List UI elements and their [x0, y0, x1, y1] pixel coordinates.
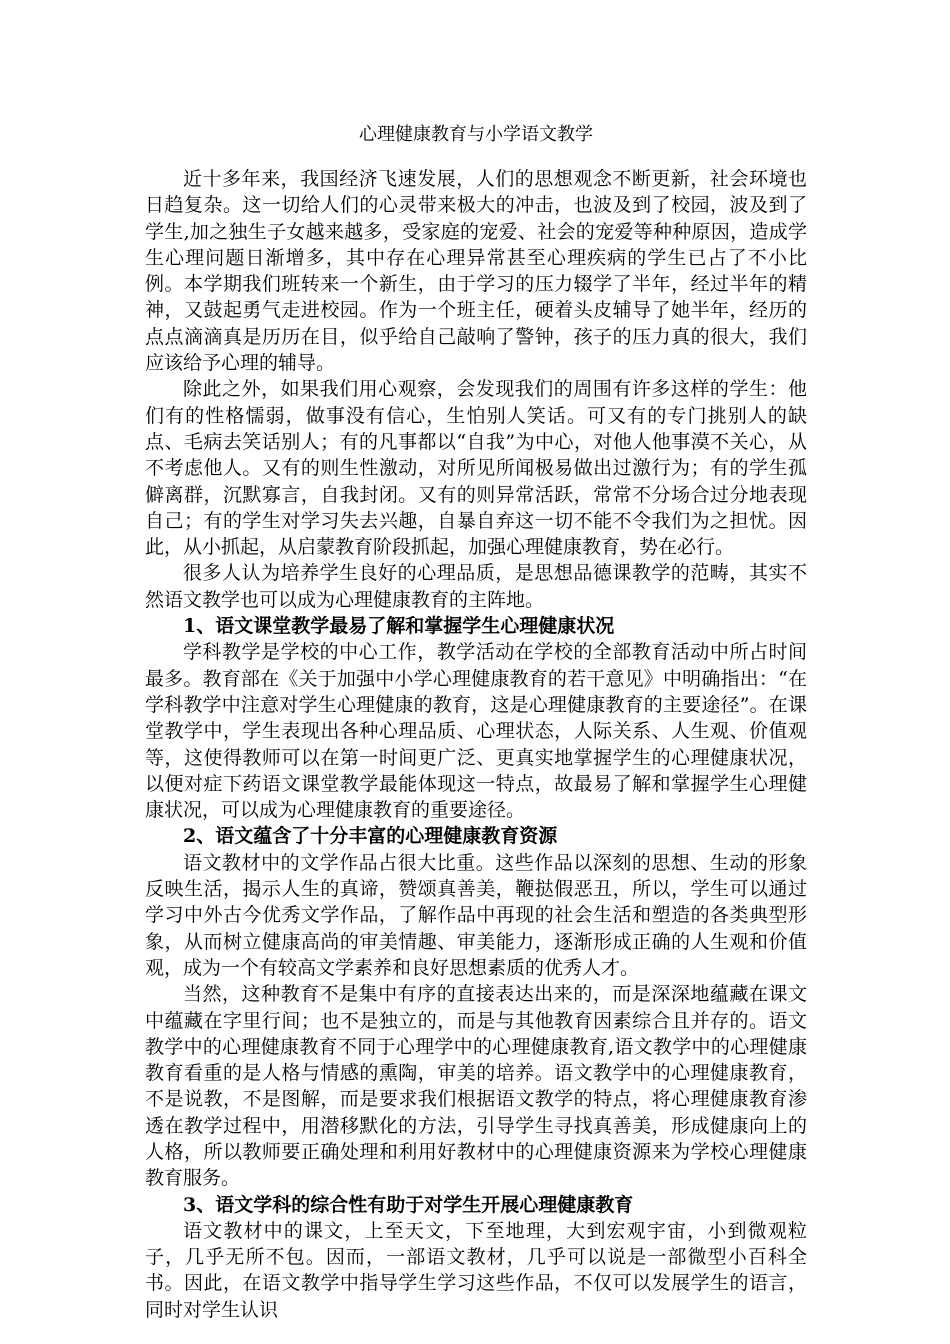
section-2-paragraph-1: 语文教材中的文学作品占很大比重。这些作品以深刻的思想、生动的形象反映生活，揭示人生的真谛，赞颂真善美，鞭挞假恶丑，所以，学生可以通过学习中外古今优秀文学作品，了解作品中再现的社会生活和塑造的各类典型形象，从而树立健康高尚的审美情趣、审美能力，逐渐形成正确的人生观和价值观，成为一个有较高文学素养和良好思想素质的优秀人才。 — [145, 851, 807, 979]
section-2-paragraph-2: 当然，这种教育不是集中有序的直接表达出来的，而是深深地蕴藏在课文中蕴藏在字里行间；也不是独立的，而是与其他教育因素综合且并存的。语文教学中的心理健康教育不同于心理学中的心理健康教育,语文教学中的心理健康教育看重的是人格与情感的熏陶，审美的培养。语文教学中的心理健康教育，不是说教，不是图解，而是要求我们根据语文教学的特点，将心理健康教育渗透在教学过程中，用潜移默化的方法，引导学生寻找真善美，形成健康向上的人格，所以教师要正确处理和利用好教材中的心理健康资源来为学校心理健康教育服务。 — [145, 983, 807, 1190]
intro-paragraph-2: 除此之外，如果我们用心观察，会发现我们的周围有许多这样的学生：他们有的性格懦弱，做事没有信心，生怕别人笑话。可又有的专门挑别人的缺点、毛病去笑话别人；有的凡事都以“自我”为中心，对他人他事漠不关心，从不考虑他人。又有的则生性激动，对所见所闻极易做出过激行为；有的学生孤僻离群，沉默寡言，自我封闭。又有的则异常活跃，常常不分场合过分地表现自己；有的学生对学习失去兴趣，自暴自弃这一切不能不令我们为之担忧。因此，从小抓起，从启蒙教育阶段抓起，加强心理健康教育，势在必行。 — [145, 378, 807, 559]
section-1-heading: 1、语文课堂教学最易了解和掌握学生心理健康状况 — [183, 615, 615, 638]
document-title: 心理健康教育与小学语文教学 — [359, 124, 593, 145]
section-3-heading: 3、语文学科的综合性有助于对学生开展心理健康教育 — [183, 1193, 634, 1216]
section-3-paragraph-1: 语文教材中的课文，上至天文，下至地理，大到宏观宇宙，小到微观粒子，几乎无所不包。因而，一部语文教材，几乎可以说是一部微型小百科全书。因此，在语文教学中指导学生学习这些作品，不仅可以发展学生的语言，同时对学生认识 — [145, 1219, 807, 1321]
section-2-heading: 2、语文蕴含了十分丰富的心理健康教育资源 — [183, 825, 558, 848]
intro-paragraph-3: 很多人认为培养学生良好的心理品质，是思想品德课教学的范畴，其实不然语文教学也可以成为心理健康教育的主阵地。 — [145, 562, 807, 611]
intro-paragraph-1: 近十多年来，我国经济飞速发展，人们的思想观念不断更新，社会环境也日趋复杂。这一切给人们的心灵带来极大的冲击，也波及到了校园，波及到了学生,加之独生子女越来越多，受家庭的宠爱、社会的宠爱等种种原因，造成学生心理问题日渐增多，其中存在心理异常甚至心理疾病的学生已占了不小比例。本学期我们班转来一个新生，由于学习的压力辍学了半年，经过半年的精神，又鼓起勇气走进校园。作为一个班主任，硬着头皮辅导了她半年，经历的点点滴滴真是历历在目，似乎给自己敲响了警钟，孩子的压力真的很大，我们应该给予心理的辅导。 — [145, 168, 807, 375]
section-1-paragraph-1: 学科教学是学校的中心工作，教学活动在学校的全部教育活动中所占时间最多。教育部在《关于加强中小学心理健康教育的若干意见》中明确指出：“在学科教学中注意对学生心理健康的教育，这是心理健康教育的主要途径”。在课堂教学中，学生表现出各种心理品质、心理状态，人际关系、人生观、价值观等，这使得教师可以在第一时间更广泛、更真实地掌握学生的心理健康状况，以便对症下药语文课堂教学最能体现这一特点，故最易了解和掌握学生心理健康状况，可以成为心理健康教育的重要途径。 — [145, 641, 807, 822]
document-page — [145, 122, 807, 1323]
